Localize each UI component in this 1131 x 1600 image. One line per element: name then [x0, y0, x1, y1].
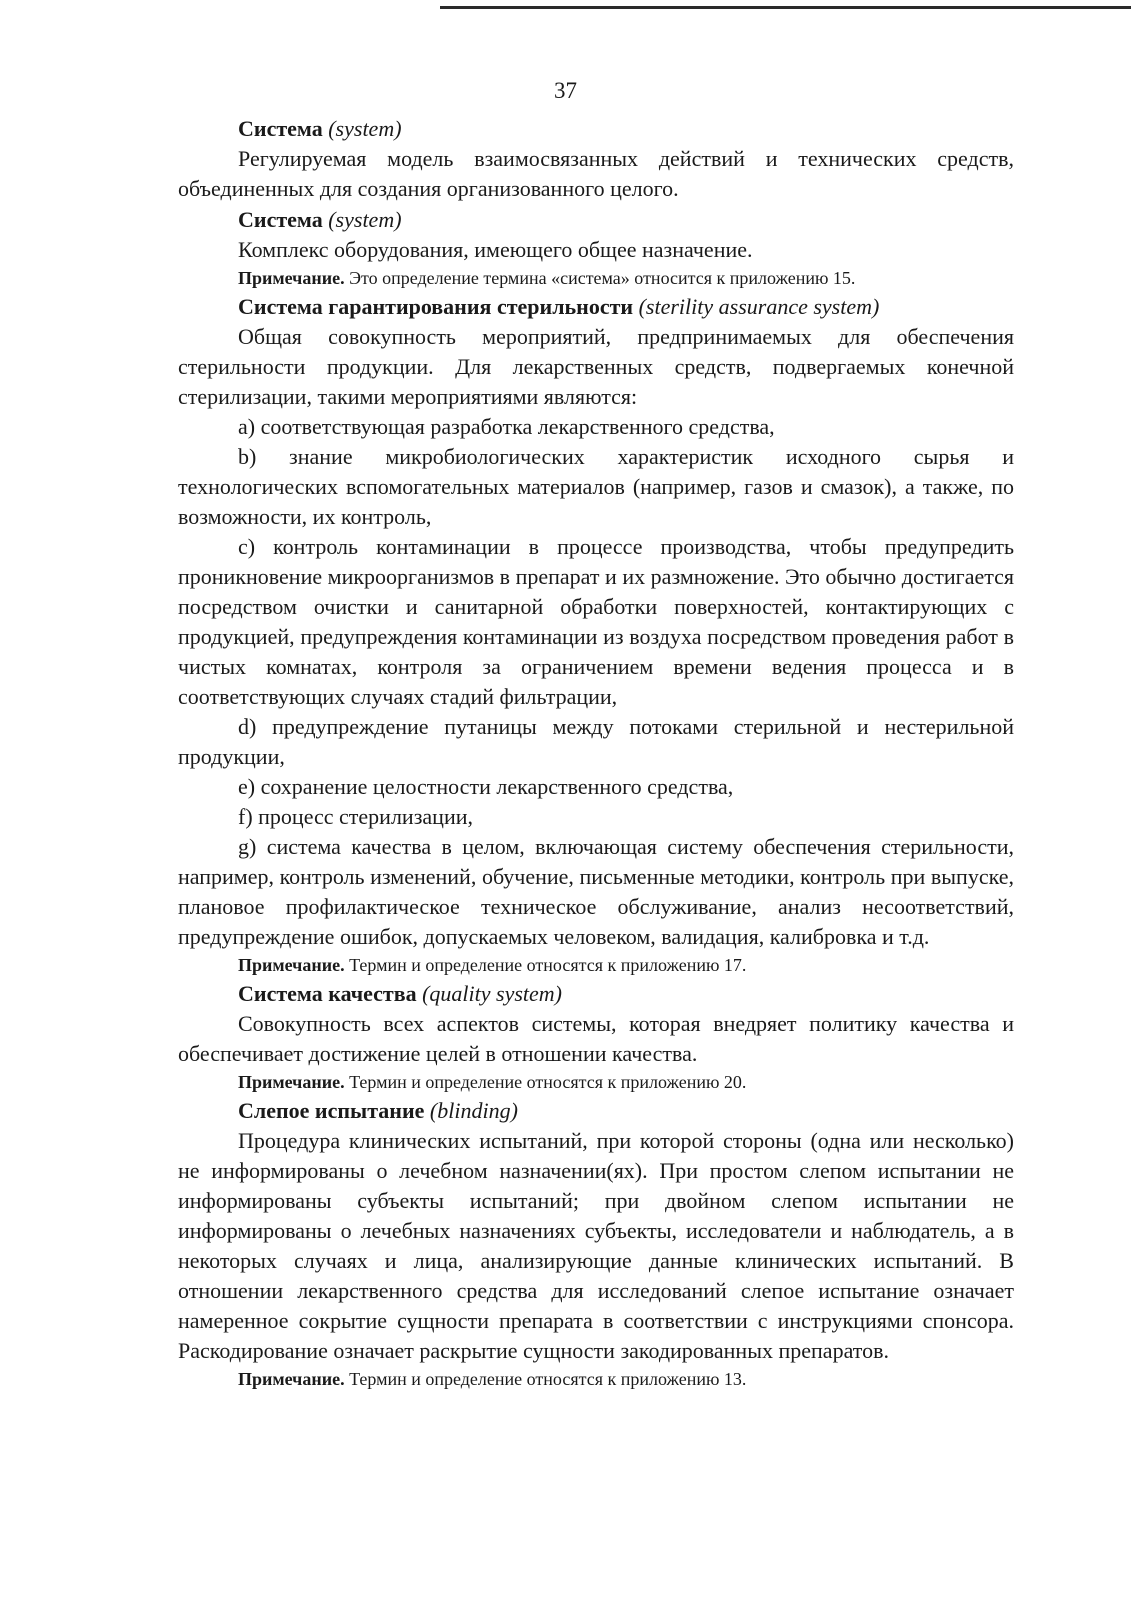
term-heading: [178, 1096, 1014, 1126]
note-text: Термин и определение относятся к приложению 20.: [344, 1072, 747, 1092]
term-heading: [178, 292, 1014, 322]
term-english: (sterility assurance system): [638, 294, 880, 319]
term-heading: [178, 979, 1014, 1009]
list-item: a) соответствующая разработка лекарственного средства,: [238, 414, 775, 439]
scan-edge-line: [440, 6, 1131, 9]
note-label: Примечание.: [238, 1072, 345, 1092]
term-title: Слепое испытание: [238, 1098, 425, 1123]
list-item: f) процесс стерилизации,: [238, 804, 473, 829]
term-title: Система: [238, 116, 323, 141]
term-title: Система гарантирования стерильности: [238, 294, 634, 319]
note-paragraph: [178, 1366, 1014, 1392]
note-label: Примечание.: [238, 1369, 345, 1389]
note-text: Термин и определение относятся к приложению 13.: [344, 1369, 747, 1389]
note-paragraph: [178, 952, 1014, 978]
note-paragraph: [178, 1069, 1014, 1095]
term-english: (system): [328, 207, 402, 232]
list-item: e) сохранение целостности лекарственного средства,: [238, 774, 734, 799]
term-title: Система: [238, 207, 323, 232]
note-text: Это определение термина «система» относится к приложению 15.: [344, 268, 856, 288]
definition-paragraph: Комплекс оборудования, имеющего общее назначение.: [238, 237, 753, 262]
definition-paragraph: Процедура клинических испытаний, при которой стороны (одна или несколько) не информированы о лечебном назначении(ях). При простом слепом испытании не информированы субъекты испытаний; при двойном слепом испытании не информированы о лечебных назначениях субъекты, исследователи и наблюдатель, а в некоторых случаях и лица, анализирующие данные клинических испытаний. В отношении лекарственного средства для исследований слепое испытание означает намеренное сокрытие сущности препарата в соответствии с инструкциями спонсора. Раскодирование означает раскрытие сущности закодированных препаратов.: [178, 1128, 1014, 1363]
term-title: Система качества: [238, 981, 417, 1006]
note-label: Примечание.: [238, 955, 345, 975]
definition-paragraph: Регулируемая модель взаимосвязанных действий и технических средств, объединенных для создания организованного целого.: [178, 146, 1014, 201]
definition-paragraph: Общая совокупность мероприятий, предпринимаемых для обеспечения стерильности продукции. Для лекарственных средств, подвергаемых конечной стерилизации, такими мероприятиями являются:: [178, 324, 1014, 409]
note-label: Примечание.: [238, 268, 345, 288]
document-body: [178, 113, 1014, 1392]
term-heading: [178, 114, 1014, 144]
list-item: g) система качества в целом, включающая систему обеспечения стерильности, например, контроль изменений, обучение, письменные методики, контроль при выпуске, плановое профилактическое техническое обслуживание, анализ несоответствий, предупреждение ошибок, допускаемых человеком, валидация, калибровка и т.д.: [178, 834, 1014, 949]
list-item: c) контроль контаминации в процессе производства, чтобы предупредить проникновение микроорганизмов в препарат и их размножение. Это обычно достигается посредством очистки и санитарной обработки поверхностей, контактирующих с продукцией, предупреждения контаминации из воздуха посредством проведения работ в чистых комнатах, контроля за ограничением времени ведения процесса и в соответствующих случаях стадий фильтрации,: [178, 534, 1014, 709]
page-number: 37: [554, 78, 577, 103]
term-english: (quality system): [422, 981, 562, 1006]
definition-paragraph: Совокупность всех аспектов системы, которая внедряет политику качества и обеспечивает достижение целей в отношении качества.: [178, 1011, 1014, 1066]
note-paragraph: [178, 265, 1014, 291]
term-english: (system): [328, 116, 402, 141]
term-english: (blinding): [429, 1098, 518, 1123]
list-item: d) предупреждение путаницы между потоками стерильной и нестерильной продукции,: [178, 714, 1014, 769]
term-heading: [178, 205, 1014, 235]
note-text: Термин и определение относятся к приложению 17.: [344, 955, 747, 975]
list-item: b) знание микробиологических характеристик исходного сырья и технологических вспомогательных материалов (например, газов и смазок), а также, по возможности, их контроль,: [178, 444, 1014, 529]
